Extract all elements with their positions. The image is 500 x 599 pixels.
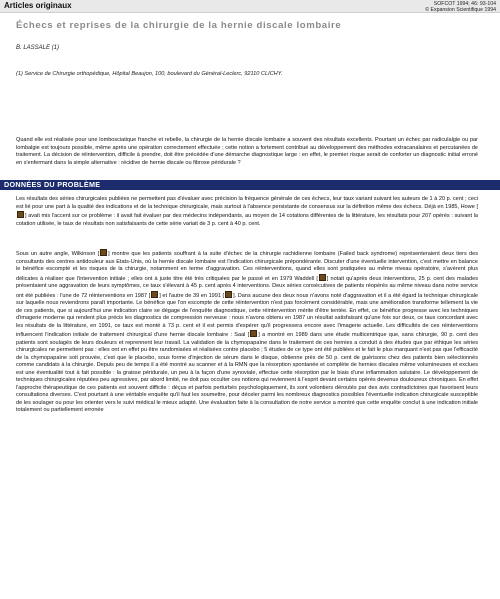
journal-reference	[425, 1, 496, 13]
reference-link-icon[interactable]	[17, 211, 24, 218]
section-label: Articles originaux	[4, 1, 72, 10]
article-author: B. LASSALE (1)	[16, 45, 60, 51]
top-bar	[0, 0, 500, 13]
reference-link-icon[interactable]	[100, 249, 107, 256]
reference-link-icon[interactable]	[225, 291, 232, 298]
reference-link-icon[interactable]	[250, 330, 257, 337]
journal-ref-line1: SOFCOT 1994; 46: 93-104	[433, 1, 496, 7]
reference-link-icon[interactable]	[319, 274, 326, 281]
intro-paragraph: Quand elle est réalisée pour une lombosciatique franche et rebelle, la chirurgie de la hernie discale lombaire a souvent des résultats excellents. Pourtant un échec par radiculalgie ou par lombalgie est toujours possible, même après une opération correctement effectuée ; cette notion a fortement contribué au développement des méthodes extracanalaires et percutanées de traitement. La décision de réintervention, difficile à prendre, doit être précédée d'une démarche diagnostique large : en effet, le premier risque serait de conforter un diagnostic initial erroné en s'enfermant dans la simple alternative : récidive de hernie discale ou fibrose péridurale ?	[16, 137, 478, 166]
section-heading: DONNÉES DU PROBLÈME	[4, 180, 101, 189]
journal-ref-line2: © Expansion Scientifique 1994	[425, 7, 496, 14]
article-affiliation: (1) Service de Chirurgie orthopédique, Hôpital Beaujon, 100, boulevard du Général-Leclerc, 92110 CLICHY.	[16, 71, 283, 77]
section-banner	[0, 180, 500, 190]
reference-link-icon[interactable]	[151, 291, 158, 298]
article-title: Échecs et reprises de la chirurgie de la hernie discale lombaire	[16, 20, 342, 31]
body-paragraph-1: Les résultats des séries chirurgicales publiées ne permettent pas d'évaluer avec précision la fréquence générale de ces échecs, leur taux variant suivant les auteurs de 1 à 20 p. cent ; ceci est lié pour une part à la qualité des indications et de la technique chirurgicale, mais surtout à l'absence persistante de consensus sur la définition même des échecs. Déjà en 1985, Howe [] avait mis l'accent sur ce problème : il avait fait évaluer par des médecins indépendants, au moyen de 14 cotations différentes de la littérature, les résultats pour 207 opérés : suivant la cotation utilisée, le taux de résultats non satisfaisants de cette série variait de 3 p. cent à 40 p. cent.	[16, 196, 478, 227]
body-paragraph-2: Sous un autre angle, Wilkinson [ ] montre que les patients souffrant à la suite d'échec de la chirurgie rachidienne lombaire (Failed back syndrome) représenteraient deux tiers des consultants des centres antidouleur aux Etats-Unis, où la hernie discale lombaire est l'indication chirurgicale prépondérante. Discuter d'une éventuelle intervention, c'est mettre en balance le bénéfice escompté et les risques de la chirurgie, notamment en terme d'aggravation. Ces réinterventions, quand elles sont pratiquées au même niveau opératoire, s'avèrent plus délicates à réaliser que l'intervention initiale ; elles ont à juste titre été très critiquées par le passé et en 1979 Waddell [ ] notait qu'après deux interventions, 25 p. cent des malades présentaient une aggravation de leurs symptômes, ce taux s'élevant à 45 p. cent après 4 interventions. Deux séries consécutives de patients réopérés au même niveau dans notre service ont été publiées : l'une de 72 réinterventions en 1987 [ ] et l'autre de 39 en 1991 [ ]. Dans aucune des deux nous n'avons noté d'aggravation et il a été égard la technique chirurgicale sur laquelle nous reviendrons paraît importante. Le bénéfice que l'on escompte de cette réintervention n'est pas forcément considérable, mais une amélioration transforme tellement la vie de ces patients, que si aujourd'hui une indication claire se dégage de l'enquête diagnostique, cette réintervention mérite d'être tentée. En effet, ce bénéfice progresse avec les techniques d'imagerie moderne qui rendent plus précis les diagnostics de compression nerveuse : nous n'avons obtenu en 1987 un résultat satisfaisant qu'une fois sur deux, ce taux concordant avec les résultats de la littérature, en 1991, ce taux est monté à 73 p. cent et il est permis d'espérer qu'il progressera encore avec l'imagerie actuelle. Les difficultés de ces réinterventions influencent l'indication initiale de traitement chirurgical d'une hernie discale lombaire : Saal [ ] a montré en 1989 dans une étude multicentrique que, sans chirurgie, 90 p. cent des patients sont soulagés de leurs douleurs et reprennent leur travail. La validation de la chymopapaïne dans le traitement de ces hernies a conduit à des études que par éthique les séries chirurgicales ne permettent pas : elles ont en effet pu être randomisées et réalisées contre placebo ; 5 études de ce type ont été publiées et le fait le plus marquant n'est pas que l'efficacité de la chymopapaïne soit prouvée, c'est que le placebo, sous forme d'injection de sérum dans le disque, obtienne près de 50 p. cent de guérisons chez des patients bien sélectionnés comme candidats à la chirurgie. Depuis peu de temps il a été montré au scanner et à la RMN que la résorption spontanée et complète de hernies discales même volumineuses et exclues est une éventualité tout à fait possible : la graisse péridurale, un peu à la façon d'une synoviale, effectue cette résorption par le biais d'une inflammation salutaire. Le développement de techniques chirurgicales réputées peu agressives, par abord limité, ne doit pas occulter ces notions qui reviennent à l'esprit devant certains opérés devenus douloureux chroniques. En effet l'approche thérapeutique de ces patients est souvent difficile : déçus et parfois perturbés psychologiquement, ils sont volontiers déroutés par des avis contradictoires que favorisent leurs consultations diverses. C'est pourtant à une véritable enquête qu'il faut les soumettre, pour déceler parmi les nombreux diagnostics possibles l'éventuelle indication chirurgicale susceptible de les soulager ou pour les orienter vers le suivi médical le mieux adapté. Une évaluation faite à la consultation de notre service a montré que cette enquête conclut à une indication initiale totalement ou partiellement erronée	[16, 251, 478, 413]
